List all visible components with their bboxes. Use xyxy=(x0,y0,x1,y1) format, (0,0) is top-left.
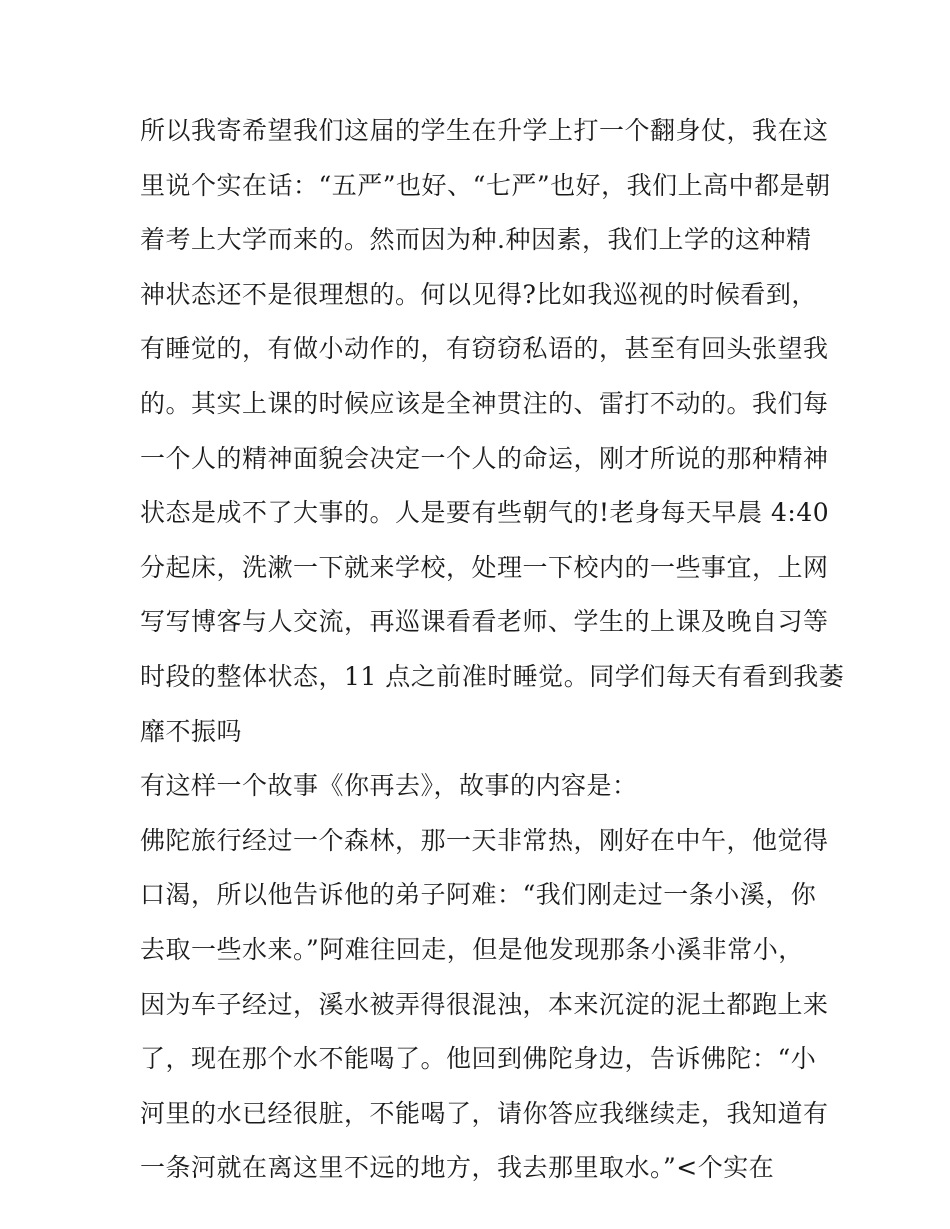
text-line: 一个人的精神面貌会决定一个人的命运，刚才所说的那种精神 xyxy=(140,443,829,473)
text-line: 分起床，洗漱一下就来学校，处理一下校内的一些事宜，上网 xyxy=(140,552,829,582)
text-line: 有这样一个故事《你再去》，故事的内容是： xyxy=(140,771,638,801)
text-line: 状态是成不了大事的。人是要有些朝气的!老身每天早晨 4:40 xyxy=(140,498,830,528)
text-line: 因为车子经过，溪水被弄得很混浊，本来沉淀的泥土都跑上来 xyxy=(140,989,829,1019)
body-text xyxy=(140,104,845,1196)
text-line: 写写博客与人交流，再巡课看看老师、学生的上课及晚自习等 xyxy=(140,607,829,637)
text-line: 神状态还不是很理想的。何以见得?比如我巡视的时候看到， xyxy=(140,279,817,309)
text-line: 去取一些水来。”阿难往回走，但是他发现那条小溪非常小， xyxy=(140,934,804,964)
text-line: 一条河就在离这里不远的地方，我去那里取水。”<个实在 xyxy=(140,1153,775,1183)
text-line: 的。其实上课的时候应该是全神贯注的、雷打不动的。我们每 xyxy=(140,388,829,418)
text-line: 所以我寄希望我们这届的学生在升学上打一个翻身仗，我在这 xyxy=(140,116,829,145)
text-line: 靡不振吗 xyxy=(140,716,243,746)
text-line: 时段的整体状态，11 点之前准时睡觉。同学们每天有看到我萎 xyxy=(140,661,845,691)
text-line: 佛陀旅行经过一个森林，那一天非常热，刚好在中午，他觉得 xyxy=(140,825,829,855)
text-line: 河里的水已经很脏，不能喝了，请你答应我继续走，我知道有 xyxy=(140,1098,829,1128)
text-line: 口渴，所以他告诉他的弟子阿难：“我们刚走过一条小溪，你 xyxy=(140,880,817,910)
text-line: 了，现在那个水不能喝了。他回到佛陀身边，告诉佛陀：“小 xyxy=(140,1044,817,1074)
text-line: 里说个实在话：“五严”也好、“七严”也好，我们上高中都是朝 xyxy=(140,170,831,200)
text-line: 有睡觉的，有做小动作的，有窃窃私语的，甚至有回头张望我 xyxy=(140,334,829,364)
text-line: 着考上大学而来的。然而因为种.种因素，我们上学的这种精 xyxy=(140,225,812,255)
